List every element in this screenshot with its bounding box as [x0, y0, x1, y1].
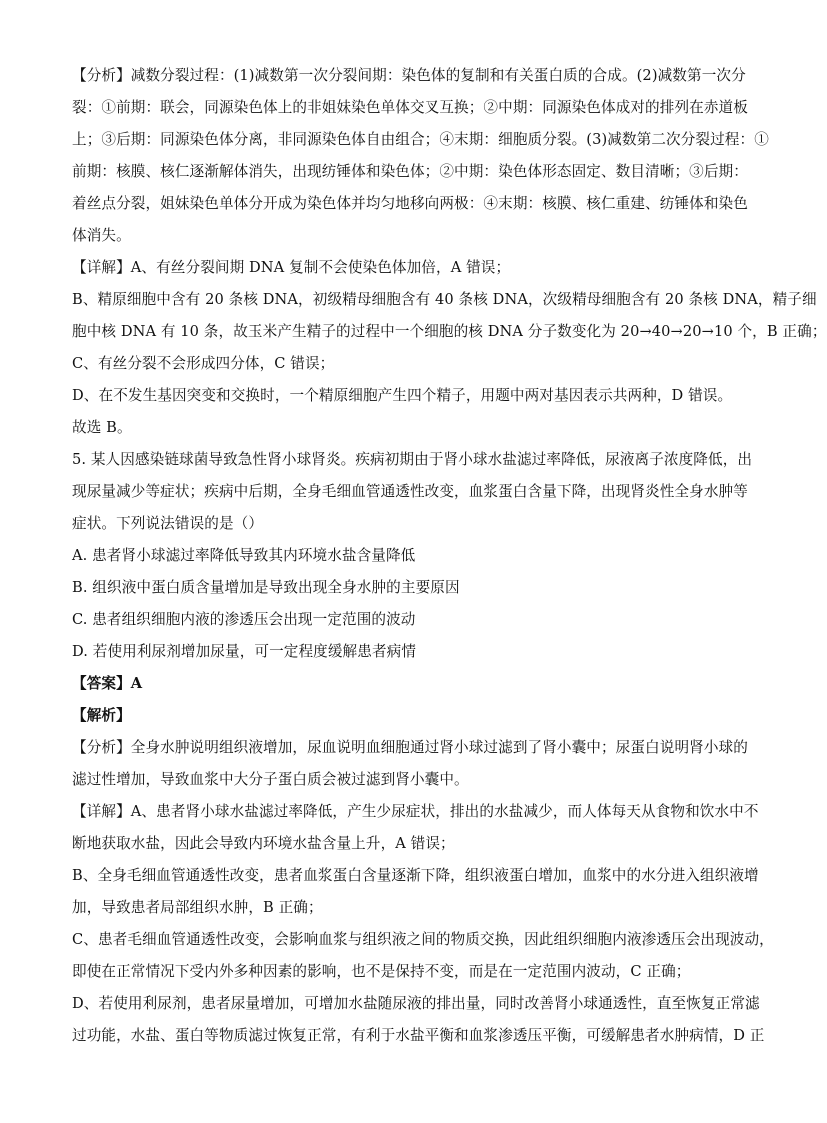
text-line: 现尿量减少等症状；疾病中后期，全身毛细血管通透性改变，血浆蛋白含量下降，出现肾炎性全身水肿等 — [72, 483, 748, 500]
text-line: 上；③后期：同源染色体分离，非同源染色体自由组合；④末期：细胞质分裂。(3)减数第二次分裂过程：① — [72, 131, 769, 148]
text-line: C、有丝分裂不会形成四分体，C 错误； — [72, 355, 335, 372]
text-line: 【分析】全身水肿说明组织液增加，尿血说明血细胞通过肾小球过滤到了肾小囊中；尿蛋白说明肾小球的 — [72, 739, 748, 756]
text-line: B、全身毛细血管通透性改变，患者血浆蛋白含量逐渐下降，组织液蛋白增加，血浆中的水分进入组织液增 — [72, 867, 759, 884]
text-line: 5. 某人因感染链球菌导致急性肾小球肾炎。疾病初期由于肾小球水盐滤过率降低，尿液离子浓度降低，出 — [72, 451, 753, 468]
explanation-label: 【解析】 — [72, 707, 131, 724]
option-c: C. 患者组织细胞内液的渗透压会出现一定范围的波动 — [72, 611, 416, 628]
detail-paragraph-q5 — [72, 796, 774, 1052]
text-line: 【分析】减数分裂过程：(1)减数第一次分裂间期：染色体的复制和有关蛋白质的合成。(2)减数第一次分 — [72, 67, 746, 84]
text-line: 断地获取水盐，因此会导致内环境水盐含量上升，A 错误； — [72, 835, 455, 852]
answer-section-q5 — [72, 668, 734, 732]
question-5-stem — [72, 444, 753, 540]
text-line: 即使在正常情况下受内外多种因素的影响，也不是保持不变，而是在一定范围内波动，C 正确； — [72, 963, 691, 980]
analysis-paragraph-q5 — [72, 732, 748, 796]
option-d: D. 若使用利尿剂增加尿量，可一定程度缓解患者病情 — [72, 643, 417, 660]
answer-label: 【答案】A — [72, 675, 143, 692]
analysis-paragraph-q4 — [72, 60, 769, 252]
text-line: 过功能，水盐、蛋白等物质滤过恢复正常，有利于水盐平衡和血浆渗透压平衡，可缓解患者水肿病情，D 正 — [72, 1027, 765, 1044]
text-line: 【详解】A、有丝分裂间期 DNA 复制不会使染色体加倍，A 错误； — [72, 259, 511, 276]
text-line: D、若使用利尿剂，患者尿量增加，可增加水盐随尿液的排出量，同时改善肾小球通透性，直至恢复正常滤 — [72, 995, 760, 1012]
text-line: 【详解】A、患者肾小球水盐滤过率降低，产生少尿症状，排出的水盐减少，而人体每天从食物和饮水中不 — [72, 803, 759, 820]
text-line: B、精原细胞中含有 20 条核 DNA，初级精母细胞含有 40 条核 DNA，次级精母细胞含有 20 条核 DNA，精子细 — [72, 291, 817, 308]
text-line: 胞中核 DNA 有 10 条，故玉米产生精子的过程中一个细胞的核 DNA 分子数变化为 20→40→20→10 个，B 正确； — [72, 323, 827, 340]
option-a: A. 患者肾小球滤过率降低导致其内环境水盐含量降低 — [72, 547, 416, 564]
text-line: C、患者毛细血管通透性改变，会影响血浆与组织液之间的物质交换，因此组织细胞内液渗透压会出现波动， — [72, 931, 774, 948]
text-line: 体消失。 — [72, 227, 131, 244]
text-line: 裂：①前期：联会，同源染色体上的非姐妹染色单体交叉互换；②中期：同源染色体成对的排列在赤道板 — [72, 99, 748, 116]
detail-paragraph-q4 — [72, 252, 827, 444]
text-line: 着丝点分裂，姐妹染色单体分开成为染色体并均匀地移向两极：④末期：核膜、核仁重建、纺锤体和染色 — [72, 195, 748, 212]
question-5-options — [72, 540, 734, 668]
text-line: 滤过性增加，导致血浆中大分子蛋白质会被过滤到肾小囊中。 — [72, 771, 469, 788]
text-line: 故选 B。 — [72, 419, 132, 436]
option-b: B. 组织液中蛋白质含量增加是导致出现全身水肿的主要原因 — [72, 579, 460, 596]
text-line: 加，导致患者局部组织水肿，B 正确； — [72, 899, 323, 916]
text-line: D、在不发生基因突变和交换时，一个精原细胞产生四个精子，用题中两对基因表示共两种，D 错误。 — [72, 387, 733, 404]
text-line: 症状。下列说法错误的是（） — [72, 515, 264, 532]
text-line: 前期：核膜、核仁逐渐解体消失，出现纺锤体和染色体；②中期：染色体形态固定、数目清晰；③后期： — [72, 163, 748, 180]
